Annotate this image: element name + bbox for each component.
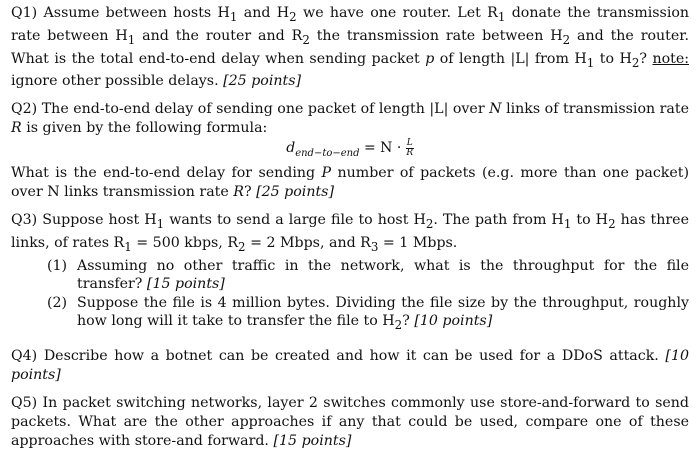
delay-formula: $d_{end-to-end} = N$ · $\frac{L}{R}$ [286, 137, 414, 160]
q3-subquestions [11, 257, 689, 335]
q1-points: [25 points] [223, 73, 302, 90]
q2-label: Q2) [11, 101, 38, 118]
q4-label: Q4) [11, 347, 38, 364]
question-4: Q4) Describe how a botnet can be created and how it can be used for a DDoS attack. [10 points] [11, 347, 690, 383]
q4-points: [10 points] [11, 347, 690, 383]
list-item: (1) Assuming no other traffic in the network, what is the throughput for the file transfer? [15 points] [47, 257, 689, 293]
question-2: Q2) The end-to-end delay of sending one packet of length |L| over N links of transmission rate R is given by the following formula: [11, 101, 689, 137]
q5-points: [15 points] [273, 432, 352, 449]
q1-note: note: [652, 50, 690, 67]
q5-label: Q5) [11, 394, 38, 411]
q1-label: Q1) [11, 5, 38, 21]
formula-fraction: $\frac{L}{R}$ [406, 137, 414, 158]
q3-label: Q3) [11, 212, 38, 229]
question-1: Q1) Assume between hosts $H_1$ and $H_2$ we have one router. Let $R_1$ donate the transmission rate between $H_1$ and the router and $R_2$ the transmission rate between $H_2$ and the router. What is the total end-to-end delay when sending packet p of length |L| from $H_1$ to $H_2$? note: ignore other possible delays. [25 points] [11, 5, 690, 90]
q2-points: [25 points] [256, 184, 334, 201]
list-item: (2) Suppose the file is 4 million bytes. Dividing the file size by the throughput, roughly how long will it take to transfer the file to $H_2$? [10 points] [47, 294, 689, 333]
question-3: Q3) Suppose host $H_1$ wants to send a large file to host $H_2$. The path from $H_1$ to $H_2$ has three links, of rates $R_1 = 500$ kbps, $R_2 = 2$ Mbps, and $R_3 = 1$ Mbps. [11, 212, 689, 254]
question-2-cont: What is the end-to-end delay for sending P number of packets (e.g. more than one packet) over N links transmission rate R? [25 points] [11, 165, 689, 201]
question-5: Q5) In packet switching networks, layer 2 switches commonly use store-and-forward to send packets. What are the other approaches if any that could be used, compare one of these approaches with store-and forward. [15 points] [11, 394, 689, 449]
